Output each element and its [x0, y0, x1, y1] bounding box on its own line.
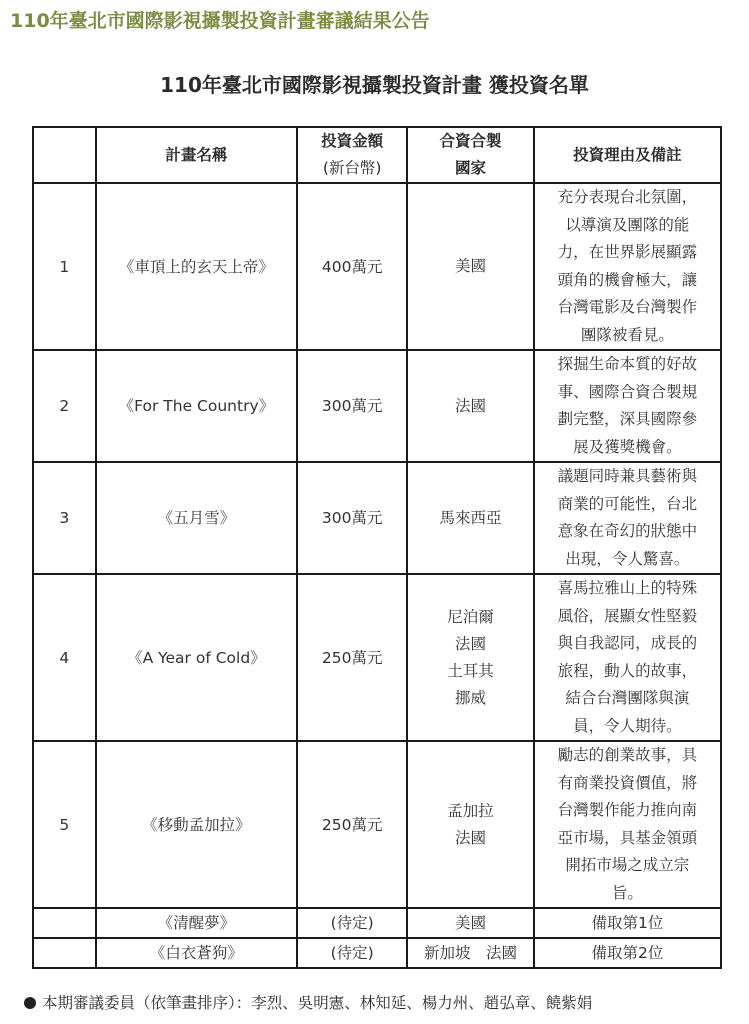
header-project-name: 計畫名稱 — [96, 127, 297, 183]
reason-line: 劃完整，深具國際參 — [557, 410, 698, 428]
investment-reason — [534, 462, 721, 574]
investment-reason — [534, 741, 721, 908]
table-row — [33, 462, 721, 574]
reason-line: 旅程，動人的故事， — [557, 661, 698, 680]
co-production-countries — [407, 183, 533, 350]
country: 馬來西亞 — [439, 508, 502, 527]
table-row — [33, 183, 721, 350]
reason-line: 探掘生命本質的好故 — [557, 355, 698, 373]
reason-line: 充分表現台北氛圍， — [557, 188, 698, 206]
reason-line: 議題同時兼具藝術與 — [557, 467, 698, 485]
reason-line: 頭角的機會極大，讓 — [557, 270, 698, 289]
committee-members-note — [24, 991, 592, 1013]
co-production-countries — [407, 350, 533, 462]
reason-line: 風俗，展顯女性堅毅 — [557, 606, 698, 625]
co-production-countries: 新加坡 法國 — [407, 938, 533, 968]
row-number: 4 — [33, 574, 96, 741]
reason-line: 力，在世界影展顯露 — [557, 243, 698, 261]
reason-line: 以導演及團隊的能 — [565, 215, 690, 234]
table-row — [33, 741, 721, 908]
project-name: 《車頂上的玄天上帝》 — [96, 183, 297, 350]
investment-amount: 250萬元 — [297, 741, 407, 908]
row-number: 1 — [33, 183, 96, 350]
alternate-rank: 備取第1位 — [534, 908, 721, 938]
investment-amount: (待定) — [297, 908, 407, 938]
country: 孟加拉 — [447, 801, 494, 820]
row-number — [33, 938, 96, 968]
reason-line: 台灣電影及台灣製作 — [557, 298, 698, 316]
reason-line: 台灣製作能力推向南 — [557, 801, 698, 819]
investment-reason — [534, 350, 721, 462]
investment-amount: 250萬元 — [297, 574, 407, 741]
table-header-row — [33, 127, 721, 183]
reason-line: 勵志的創業故事，具 — [557, 746, 698, 764]
investment-amount: 300萬元 — [297, 350, 407, 462]
row-number: 5 — [33, 741, 96, 908]
committee-text: 本期審議委員（依筆畫排序）：李烈、吳明憲、林知延、楊力州、趙弘章、饒紫娟 — [42, 994, 593, 1012]
investment-reason — [534, 574, 721, 741]
country: 法國 — [455, 828, 487, 847]
alternate-row — [33, 908, 721, 938]
reason-line: 事、國際合資合製規 — [557, 382, 698, 401]
header-country — [407, 127, 533, 183]
country: 土耳其 — [447, 661, 494, 680]
project-name: 《移動孟加拉》 — [96, 741, 297, 908]
reason-line: 有商業投資價值，將 — [557, 773, 698, 792]
alternate-rank: 備取第2位 — [534, 938, 721, 968]
header-amount — [297, 127, 407, 183]
reason-line: 開拓市場之成立宗 — [565, 856, 690, 874]
header-amount-label: 投資金額 — [321, 132, 384, 150]
document-title: 110年臺北市國際影視攝製投資計畫 獲投資名單 — [160, 73, 589, 97]
project-name: 《清醒夢》 — [96, 908, 297, 938]
reason-line: 與自我認同，成長的 — [557, 634, 698, 652]
reason-line: 結合台灣團隊與演 — [565, 689, 690, 707]
investment-amount: 400萬元 — [297, 183, 407, 350]
reason-line: 團隊被看見。 — [580, 325, 674, 344]
investment-amount: (待定) — [297, 938, 407, 968]
reason-line: 出現，令人驚喜。 — [565, 549, 690, 568]
reason-line: 商業的可能性，台北 — [557, 494, 698, 513]
header-amount-currency: (新台幣) — [322, 159, 382, 177]
project-name: 《For The Country》 — [96, 350, 297, 462]
reason-line: 喜馬拉雅山上的特殊 — [557, 579, 698, 597]
project-name: 《五月雪》 — [96, 462, 297, 574]
investment-reason — [534, 183, 721, 350]
table-row — [33, 350, 721, 462]
reason-line: 展及獲獎機會。 — [573, 437, 682, 456]
header-country-line1: 合資合製 — [439, 132, 502, 150]
investment-amount: 300萬元 — [297, 462, 407, 574]
row-number — [33, 908, 96, 938]
reason-line: 亞市場，具基金領頭 — [557, 828, 698, 847]
reason-line: 意象在奇幻的狀態中 — [557, 522, 698, 540]
header-reason: 投資理由及備註 — [534, 127, 721, 183]
announcement-title: 110年臺北市國際影視攝製投資計畫審議結果公告 — [10, 10, 430, 32]
co-production-countries — [407, 462, 533, 574]
country: 法國 — [455, 634, 487, 653]
row-number: 2 — [33, 350, 96, 462]
investment-list-table — [32, 126, 722, 969]
header-no — [33, 127, 96, 183]
reason-line: 旨。 — [611, 883, 643, 902]
row-number: 3 — [33, 462, 96, 574]
country: 法國 — [455, 396, 487, 415]
alternate-row — [33, 938, 721, 968]
country: 挪威 — [455, 688, 487, 707]
project-name: 《A Year of Cold》 — [96, 574, 297, 741]
co-production-countries — [407, 741, 533, 908]
header-country-line2: 國家 — [455, 159, 487, 177]
co-production-countries — [407, 574, 533, 741]
table-row — [33, 574, 721, 741]
country: 美國 — [455, 257, 487, 275]
reason-line: 員，令人期待。 — [573, 716, 682, 735]
project-name: 《白衣蒼狗》 — [96, 938, 297, 968]
country: 尼泊爾 — [447, 607, 494, 626]
bullet-icon — [24, 997, 36, 1009]
co-production-countries: 美國 — [407, 908, 533, 938]
